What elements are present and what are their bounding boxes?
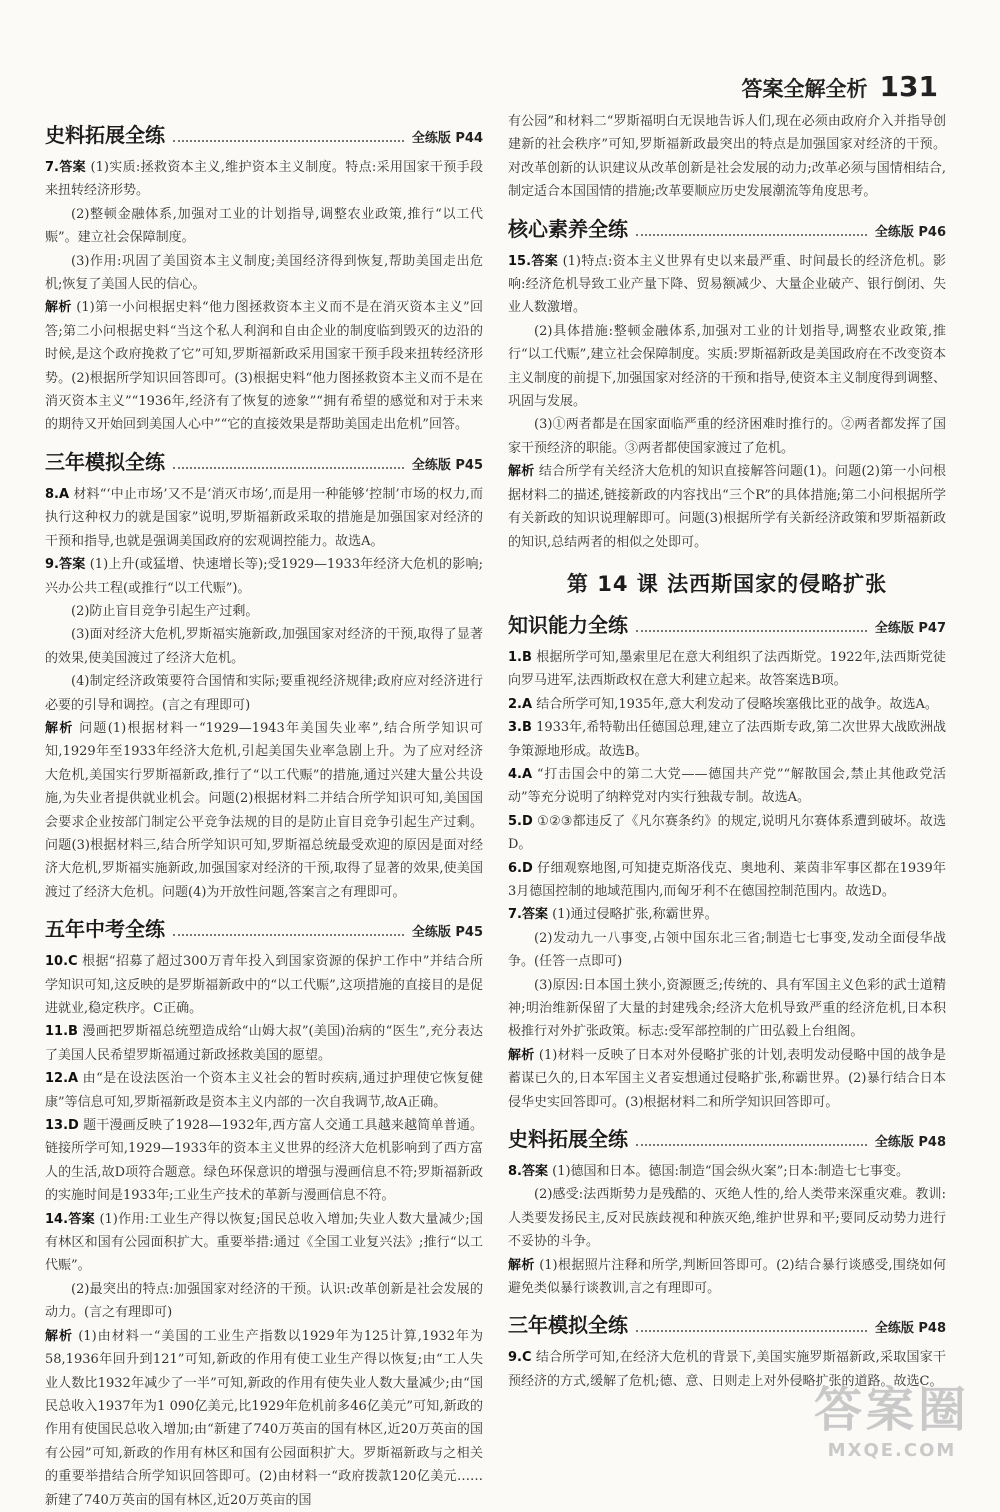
answer-text: (1)第一小问根据史料“他力图拯救资本主义而不是在消灭资本主义”回答;第二小问根据史料“当这个私人利润和自由企业的制度临到毁灭的边沿的时候,是这个政府挽救了它”可知,罗斯福新政采用国家干预手段来扭转经济形势。(2)根据所学知识回答即可。(3)根据史料“他力图拯救资本主义而不是在消灭资本主义”“1936年,经济有了恢复的迹象”“拥有希望的感觉和对于未来的期待又开始回到美国人心中”“它的直接效果是帮助美国走出危机”回答。 <box>45 300 483 433</box>
answer-paragraph <box>508 810 946 857</box>
answer-paragraph <box>508 716 946 763</box>
section-heading <box>508 608 946 638</box>
section-title: 史料拓展全练 <box>45 123 165 147</box>
section-heading <box>45 118 483 148</box>
answer-text: (3)①两者都是在国家面临严重的经济困难时推行的。②两者都发挥了国家干预经济的职能。③两者都使国家渡过了危机。 <box>508 417 946 456</box>
question-number: 9.答案 <box>45 557 86 573</box>
question-number: 3.B <box>508 720 532 736</box>
answer-text: “打击国会中的第二大党——德国共产党”“解散国会,禁止其他政党活动”等充分说明了纳粹党对内实行独裁专制。故选A。 <box>508 766 946 806</box>
question-number: 15.答案 <box>508 253 559 269</box>
dotted-leader <box>173 934 404 936</box>
answer-text: (4)制定经济政策要符合国情和实际;要重视经济规律;政府应对经济进行必要的引导和调控。(言之有理即可) <box>45 674 483 713</box>
section-page-ref: 全练版 P48 <box>874 1321 946 1337</box>
answer-text: (2)感受:法西斯势力是残酷的、灭绝人性的,给人类带来深重灾难。教训:人类要发扬民主,反对民族歧视和种族灭绝,维护世界和平;要同反动势力进行不妥协的斗争。 <box>508 1187 946 1250</box>
section-page-ref: 全练版 P46 <box>874 224 946 240</box>
question-number: 7.答案 <box>508 907 548 923</box>
watermark-logo-text: 答案圈 <box>813 1382 970 1438</box>
dotted-leader <box>636 630 867 632</box>
question-number: 解析 <box>508 464 535 480</box>
answer-text: (2)最突出的特点:加强国家对经济的干预。认识:改革创新是社会发展的动力。(言之有理即可) <box>45 1281 483 1321</box>
answer-text: 问题(1)根据材料一“1929—1943年美国失业率”,结合所学知识可知,1929年至1933年经济大危机,引起美国失业率急剧上升。为了应对经济大危机,美国实行罗斯福新政,推行了“以工代赈”的措施,通过兴建大量公共设施,为失业者提供就业机会。问题(2)根据材料二并结合所学知识可知,美国国会要求企业按部门制定公平竞争法规的目的是防止盲目竞争引起生产过剩。问题(3)根据材料三,结合所学知识可知,罗斯福总统最受欢迎的原因是面对经济大危机,罗斯福实施新政,加强国家对经济的干预,取得了显著的效果,使美国渡过了经济大危机。问题(4)为开放性问题,答案言之有理即可。 <box>45 720 483 900</box>
answer-text: 结合所学可知,1935年,意大利发动了侵略埃塞俄比亚的战争。故选A。 <box>536 696 938 712</box>
answer-paragraph <box>508 320 946 414</box>
answer-paragraph <box>508 857 946 904</box>
dotted-leader <box>636 1144 867 1146</box>
answer-paragraph <box>508 413 946 460</box>
section-page-ref: 全练版 P44 <box>411 131 483 146</box>
answer-paragraph <box>508 1044 946 1114</box>
answer-paragraph <box>45 250 483 297</box>
lesson-title: 第 14 课 法西斯国家的侵略扩张 <box>566 571 888 596</box>
answer-text: (1)上升(或猛增、快速增长等);受1929—1933年经济大危机的影响;兴办公共工程(或推行“以工代赈”)。 <box>45 557 483 596</box>
answer-paragraph <box>45 670 483 717</box>
answer-paragraph <box>45 717 483 904</box>
answer-paragraph <box>45 553 483 600</box>
answer-text: 结合所学有关经济大危机的知识直接解答问题(1)。问题(2)第一小问根据材料二的描述,链接新政的内容找出“三个R”的具体措施;第二小问根据所学有关新政的知识说理解即可。问题(3)根据所学有关新经济政策和罗斯福新政的知识,总结两者的相似之处即可。 <box>508 464 946 550</box>
answer-paragraph <box>45 600 483 623</box>
answer-paragraph <box>508 250 946 320</box>
answer-paragraph <box>45 950 483 1020</box>
question-number: 解析 <box>508 1257 535 1273</box>
answer-text: 根据“招募了超过300万青年投入到国家资源的保护工作中”并结合所学知识可知,这反映的是罗斯福新政中的“以工代赈”,这项措施的直接目的是促进就业,稳定秩序。C正确。 <box>45 954 483 1016</box>
question-number: 12.A <box>45 1071 79 1087</box>
question-number: 6.D <box>508 860 533 876</box>
answer-paragraph <box>45 1278 483 1325</box>
answer-text: (2)防止盲目竞争引起生产过剩。 <box>71 603 259 619</box>
section-heading <box>45 445 483 475</box>
answer-text: (2)发动九一八事变,占领中国东北三省;制造七七事变,发动全面侵华战争。(任答一点即可) <box>508 930 946 970</box>
question-number: 8.答案 <box>508 1164 548 1180</box>
question-number: 7.答案 <box>45 160 87 175</box>
section-title: 五年中考全练 <box>45 917 165 942</box>
answer-text: 1933年,希特勒出任德国总理,建立了法西斯专政,第二次世界大战欧洲战争策源地形成。故选B。 <box>508 720 946 759</box>
dotted-leader <box>173 140 404 142</box>
answer-paragraph <box>508 1183 946 1253</box>
question-number: 14.答案 <box>45 1211 95 1227</box>
page-number: 131 <box>879 70 938 103</box>
page-header <box>742 70 938 103</box>
answer-paragraph <box>508 974 946 1044</box>
section-title: 核心素养全练 <box>508 216 628 241</box>
answer-text: 仔细观察地图,可知捷克斯洛伐克、奥地利、莱茵非军事区都在1939年3月德国控制的地域范围内,而匈牙利不在德国控制范围内。故选D。 <box>508 860 947 899</box>
answer-text: (1)材料一反映了日本对外侵略扩张的计划,表明发动侵略中国的战争是蓄谋已久的,日本军国主义者妄想通过侵略扩张,称霸世界。(2)暴行结合日本侵华史实回答即可。(3)根据材料二和所学知识回答即可。 <box>508 1047 946 1110</box>
answer-paragraph <box>45 1325 483 1512</box>
question-number: 解析 <box>508 1047 535 1063</box>
answer-paragraph <box>508 1254 946 1301</box>
answer-paragraph <box>45 156 483 203</box>
answer-paragraph <box>508 693 946 716</box>
answer-paragraph <box>508 1160 946 1183</box>
section-heading <box>508 1308 946 1338</box>
section-heading <box>508 1122 946 1152</box>
dotted-leader <box>636 234 867 236</box>
answer-paragraph <box>508 460 946 554</box>
answer-paragraph <box>45 483 483 553</box>
answer-text: (3)面对经济大危机,罗斯福实施新政,加强国家对经济的干预,取得了显著的效果,使美国渡过了经济大危机。 <box>45 627 483 666</box>
answer-paragraph <box>508 110 946 204</box>
answer-paragraph <box>45 623 483 670</box>
question-number: 5.D <box>508 813 533 829</box>
question-number: 2.A <box>508 696 533 712</box>
question-number: 1.B <box>508 649 532 665</box>
dotted-leader <box>636 1330 867 1332</box>
answer-paragraph <box>508 646 946 693</box>
answer-text: 有公园”和材料二“罗斯福明白无误地告诉人们,现在必须由政府介入并指导创建新的社会秩序”可知,罗斯福新政最突出的特点是加强国家对经济的干预。对改革创新的认识建议从改革创新是社会发展的动力;改革必须与国情相结合,制定适合本国国情的措施;改革要顺应历史发展潮流等角度思考。 <box>508 114 946 200</box>
answer-paragraph <box>45 1067 483 1114</box>
watermark <box>814 1371 970 1461</box>
answer-text: (1)根据照片注释和所学,判断回答即可。(2)结合暴行谈感受,围绕如何避免类似暴行谈教训,言之有理即可。 <box>508 1257 946 1297</box>
question-number: 解析 <box>45 300 72 316</box>
answer-paragraph <box>45 1208 483 1278</box>
answer-paragraph <box>45 203 483 250</box>
answer-text: 漫画把罗斯福总统塑造成给“山姆大叔”(美国)治病的“医生”,充分表达了美国人民希望罗斯福通过新政拯救美国的愿望。 <box>45 1024 483 1063</box>
answer-text: 由“是在设法医治一个资本主义社会的暂时疾病,通过护理使它恢复健康”等信息可知,罗斯福新政是资本主义内部的一次自我调节,故A正确。 <box>45 1071 484 1110</box>
section-page-ref: 全练版 P45 <box>411 925 483 941</box>
answer-paragraph <box>508 927 946 974</box>
answer-text: (1)通过侵略扩张,称霸世界。 <box>552 907 718 923</box>
answer-text: ①②③都违反了《凡尔赛条约》的规定,说明凡尔赛体系遭到破坏。故选D。 <box>508 813 946 853</box>
answer-text: (1)作用:工业生产得以恢复;国民总收入增加;失业人数大量减少;国有林区和国有公园面积扩大。重要举措:通过《全国工业复兴法》;推行“以工代赈”。 <box>45 1211 483 1274</box>
answer-text: 材料“‘中止市场’又不是‘消灭市场’,而是用一种能够‘控制’市场的权力,而执行这种权力的就是国家”说明,罗斯福新政采取的措施是加强国家对经济的干预和指导,也就是强调美国政府的宏观调控能力。故选A。 <box>45 486 483 549</box>
section-page-ref: 全练版 P48 <box>874 1135 946 1151</box>
question-number: 8.A <box>45 486 70 502</box>
dotted-leader <box>173 467 404 469</box>
right-column <box>508 110 946 1393</box>
answer-text: (1)由材料一“美国的工业生产指数以1929年为125计算,1932年为58,1936年回升到121”可知,新政的作用有使工业生产得以恢复;由“工人失业人数比1932年减少了一半”可知,新政的作用有使失业人数大量减少;由“国民总收入1937年为1 090亿美元,比1929年危机前多46亿美元”可知,新政的作用有使国民总收入增加;由“新建了740万英亩的国有林区,近20万英亩的国有公园”可知,新政的作用有林区和国有公园面积扩大。罗斯福新政与之相关的重要举措结合所学知识回答即可。(2)由材料一“政府拨款120亿美元……新建了740万英亩的国有林区,近20万英亩的国 <box>45 1328 483 1508</box>
answer-text: (1)特点:资本主义世界有史以来最严重、时间最长的经济危机。影响:经济危机导致工业产量下降、贸易额减少、大量企业破产、银行倒闭、失业人数激增。 <box>508 253 947 316</box>
section-page-ref: 全练版 P47 <box>874 620 946 636</box>
answer-paragraph <box>508 763 946 810</box>
answer-paragraph <box>45 1020 483 1067</box>
answer-paragraph <box>45 1114 483 1208</box>
section-title: 三年模拟全练 <box>45 449 165 474</box>
answer-text: 根据所学可知,墨索里尼在意大利组织了法西斯党。1922年,法西斯党徒向罗马进军,法西斯政权在意大利建立起来。故答案选B项。 <box>508 649 946 689</box>
answer-text: 题干漫画反映了1928—1932年,西方富人交通工具越来越简单普通。链接所学可知,1929—1933年的资本主义世界的经济大危机影响到了西方富人的生活,故D项符合题意。绿色环保意识的增强与漫画信息不符;罗斯福新政的实施时间是1933年;工业生产技术的革新与漫画信息不符。 <box>45 1118 483 1204</box>
answer-text: (1)实质:拯救资本主义,维护资本主义制度。特点:采用国家干预手段来扭转经济形势。 <box>45 160 484 199</box>
question-number: 解析 <box>45 1328 74 1344</box>
running-title: 答案全解全析 <box>741 77 868 101</box>
left-column <box>45 110 483 1512</box>
answer-paragraph <box>508 903 946 926</box>
answer-text: (2)整顿金融体系,加强对工业的计划指导,调整农业政策,推行“以工代赈”。建立社会保障制度。 <box>45 206 483 246</box>
section-heading <box>45 912 483 942</box>
question-number: 13.D <box>45 1118 79 1134</box>
watermark-url: MXQE.COM <box>827 1440 957 1461</box>
answer-text: 结合所学可知,在经济大危机的背景下,美国实施罗斯福新政,采取国家干预经济的方式,缓解了危机;德、意、日则走上对外侵略扩张的道路。故选C。 <box>508 1350 946 1389</box>
answer-text: (3)作用:巩固了美国资本主义制度;美国经济得到恢复,帮助美国走出危机;恢复了美国人民的信心。 <box>45 253 483 293</box>
answer-text: (3)原因:日本国土狭小,资源匮乏;传统的、具有军国主义色彩的武士道精神;明治维新保留了大量的封建残余;经济大危机导致严重的经济危机,日本积极推行对外扩张政策。标志:受军部控制的广田弘毅上台组阁。 <box>508 977 946 1040</box>
question-number: 解析 <box>45 720 74 736</box>
section-page-ref: 全练版 P45 <box>411 457 483 473</box>
answer-text: (1)德国和日本。德国:制造“国会纵火案”;日本:制造七七事变。 <box>552 1164 909 1180</box>
question-number: 4.A <box>508 766 533 782</box>
section-title: 知识能力全练 <box>508 612 628 637</box>
answer-paragraph <box>45 296 483 436</box>
question-number: 11.B <box>45 1024 78 1040</box>
answer-text: (2)具体措施:整顿金融体系,加强对工业的计划指导,调整农业政策,推行“以工代赈”,建立社会保障制度。实质:罗斯福新政是美国政府在不改变资本主义制度的前提下,加强国家对经济的干预和指导,使资本主义制度得到调整、巩固与发展。 <box>508 323 946 410</box>
section-title: 史料拓展全练 <box>508 1127 628 1152</box>
question-number: 9.C <box>508 1350 532 1366</box>
question-number: 10.C <box>45 954 78 970</box>
section-heading <box>508 212 946 242</box>
section-title: 三年模拟全练 <box>508 1313 628 1338</box>
